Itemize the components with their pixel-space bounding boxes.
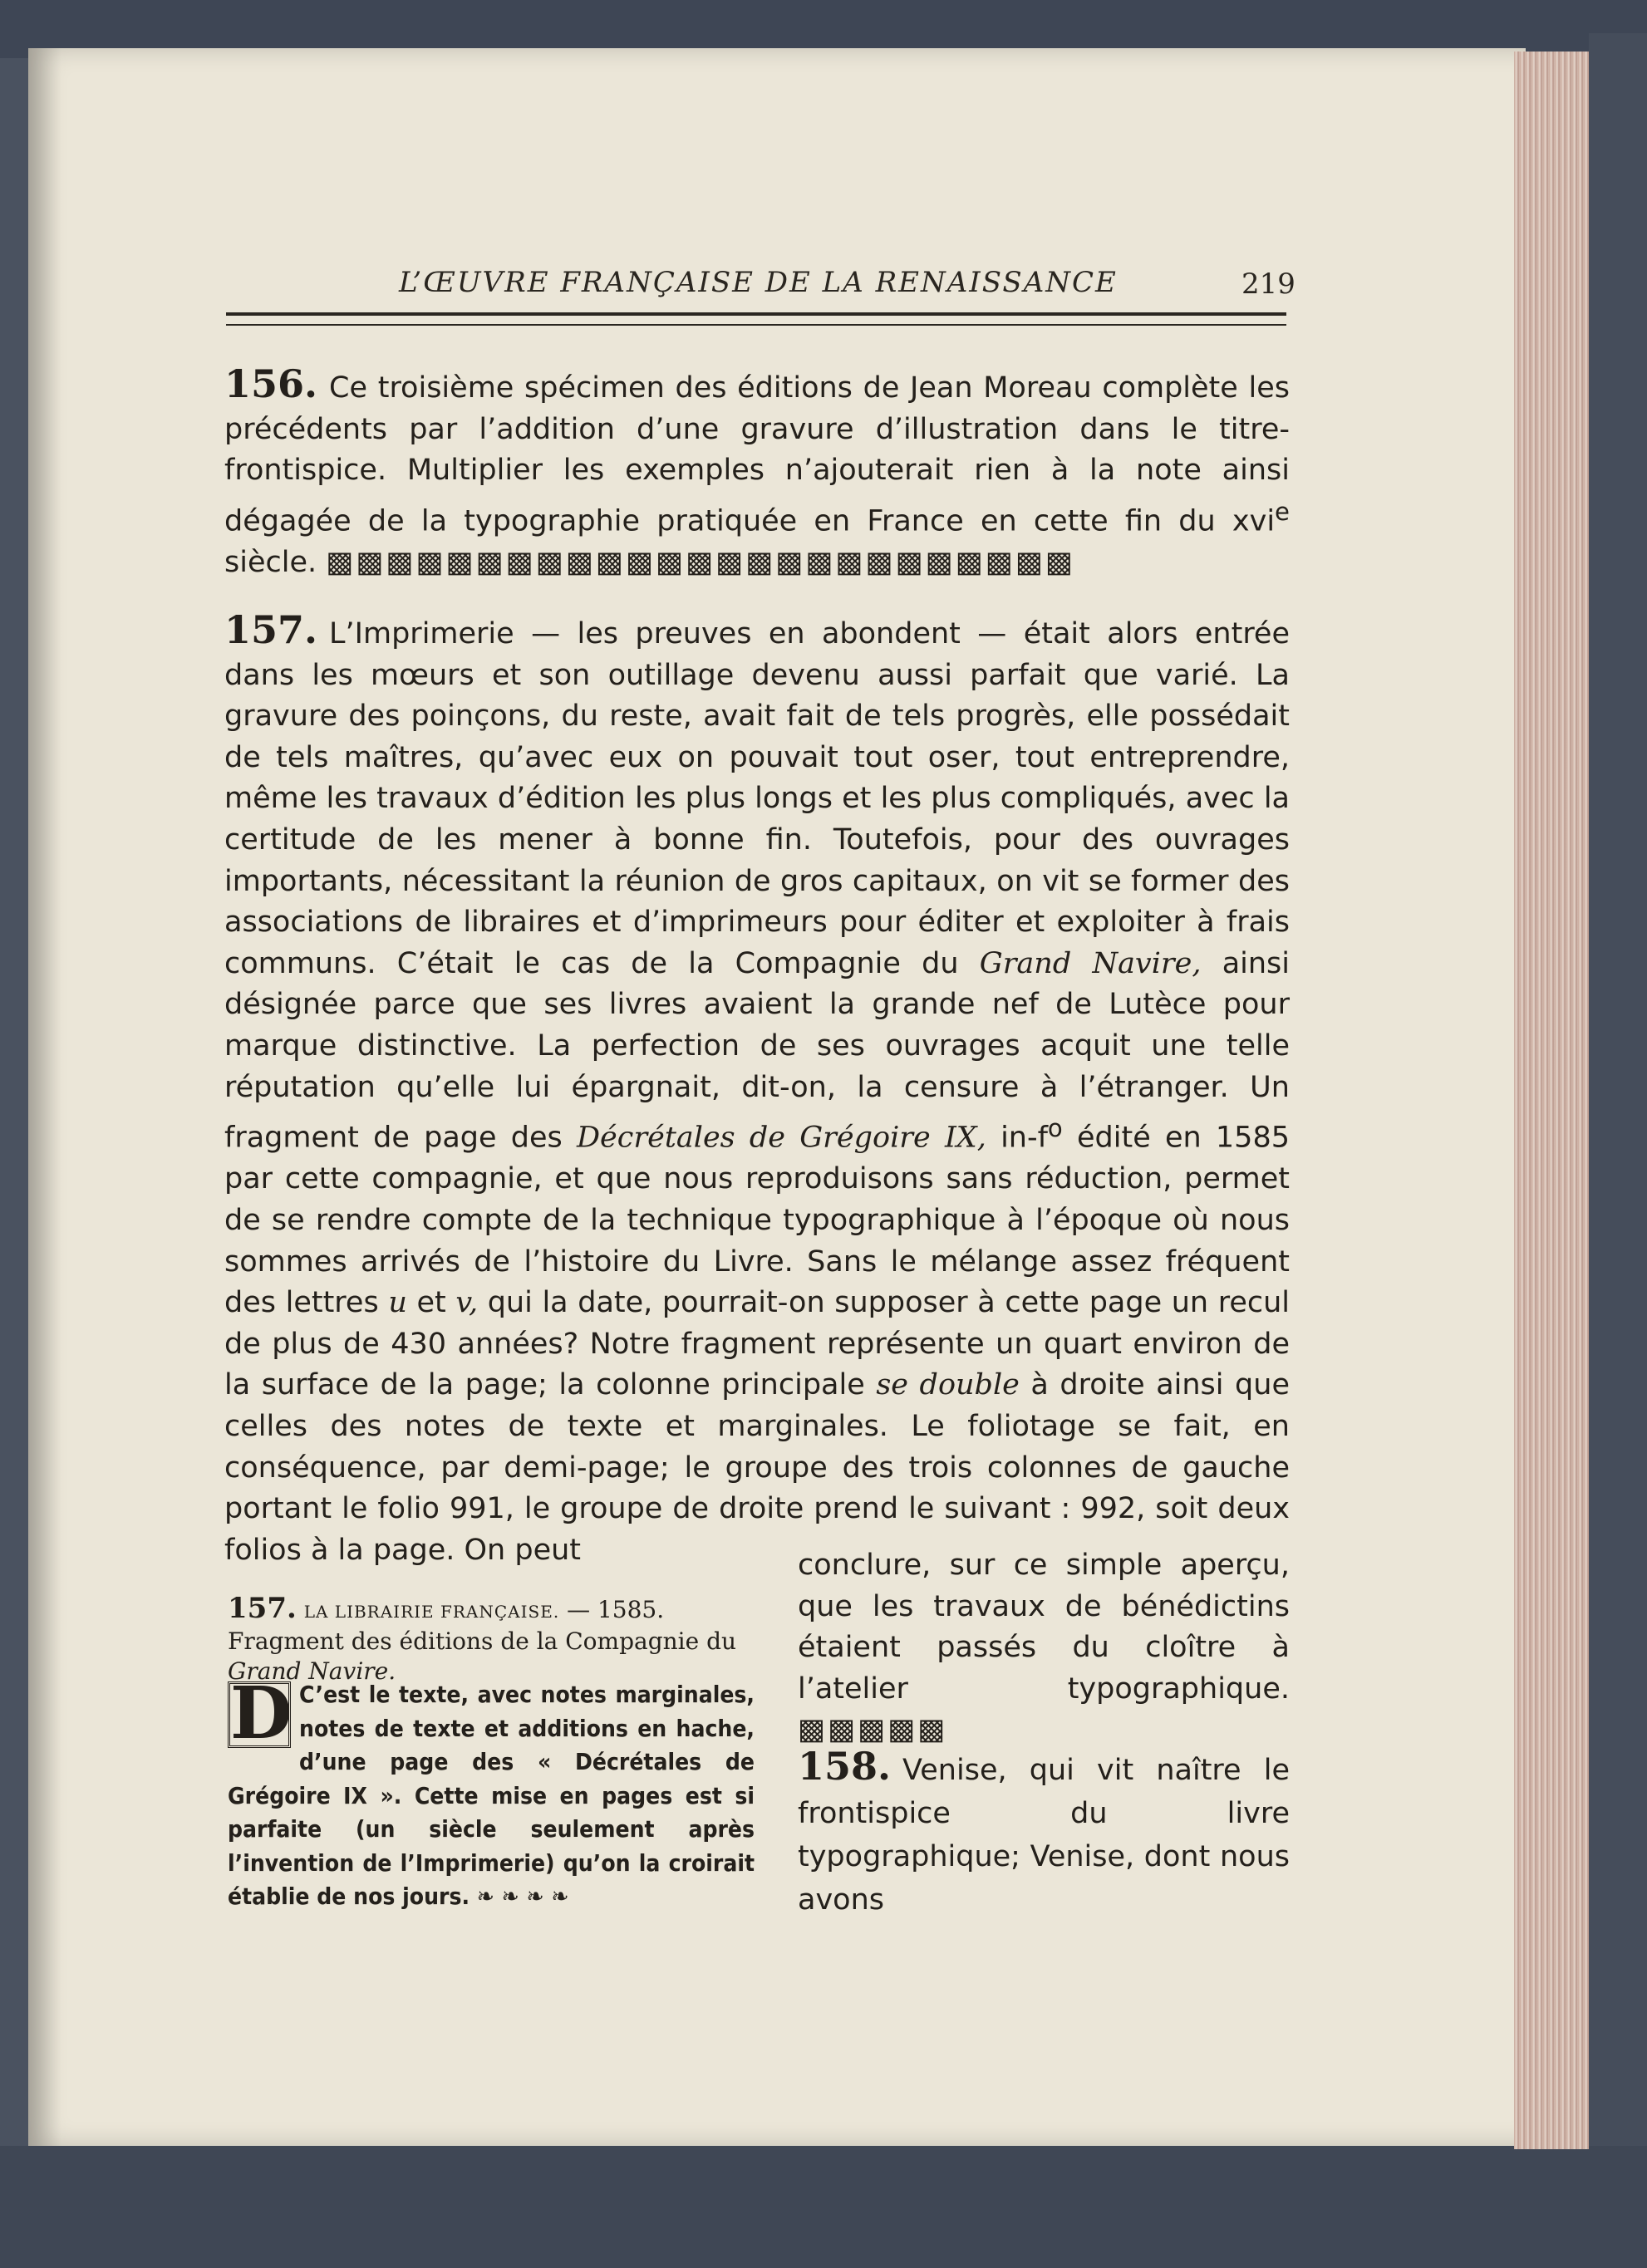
header-rule-thin: [226, 324, 1286, 326]
paragraph-157-continuation: [798, 1545, 1290, 1751]
paragraph-number: 157.: [224, 607, 318, 652]
paragraph-156: [224, 361, 1290, 584]
caption-number: 157.: [228, 1592, 297, 1625]
figure-caption: [228, 1593, 755, 1686]
paragraph-text: ainsi désignée parce que ses livres avaient la grande nef de Lutèce pour marque distinctive. La perfection de ses ouvrages acquit une telle réputation qu’elle lui épargnait, dit-on, la censure à l’étranger. Un fragment de page des: [224, 946, 1291, 1155]
italic-phrase: se double: [876, 1368, 1020, 1402]
superscript: o: [1047, 1114, 1063, 1143]
caption-text: — 1585. Fragment des éditions de la Compagnie du: [228, 1596, 737, 1655]
paragraph-text: édité en 1585 par cette compagnie, et que nous reproduisons sans réduction, permet de se rendre compte de la technique typographique à l’époque où nous sommes arrivés de l’histoire du Livre. Sans le mélange assez fréquent des lettres: [224, 1121, 1290, 1320]
paragraph-text: Ce troisième spécimen des éditions de Jean Moreau complète les précédents par l’addition d’une gravure d’illustration dans le titre-frontispice. Multiplier les exemples n’ajouterait rien à la note ainsi dégagée de la typographie pratiquée en France en cette fin du xvi: [224, 371, 1290, 538]
paragraph-157: [224, 607, 1291, 1571]
note-text: C’est le texte, avec notes marginales, notes de texte et additions en hache, d’une page des « Décrétales de Grégoire IX ». Cette mise en pages est si parfaite (un siècle seulement après l’invention de l’Imprimerie) qu’on la croirait établie de nos jours.: [228, 1681, 755, 1910]
paragraph-text: à droite ainsi que celles des notes de texte et marginales. Le foliotage se fait, en conséquence, par demi-page; le groupe des trois colonnes de gauche portant le folio 991, le groupe de droite prend le suivant : 992, soit deux folios à la page. On peut: [224, 1368, 1290, 1567]
paragraph-158: [798, 1745, 1290, 1922]
italic-letter: v,: [455, 1286, 479, 1320]
drop-cap: D: [228, 1681, 291, 1748]
book-cover-right: [1589, 33, 1647, 2160]
paragraph-number: 158.: [798, 1744, 892, 1789]
header-rule-thick: [226, 312, 1286, 316]
book-cover-bottom: [0, 2146, 1647, 2268]
note-ornaments: ❧ ❧ ❧ ❧: [470, 1883, 569, 1910]
gutter-shadow: [28, 48, 61, 2146]
caption-library: LA LIBRAIRIE FRANÇAISE.: [303, 1602, 560, 1622]
paragraph-text: conclure, sur ce simple aperçu, que les travaux de bénédictins étaient passés du cloître à l’atelier typographique.: [798, 1549, 1290, 1706]
italic-letter: u: [388, 1286, 407, 1320]
figure-note: [228, 1672, 755, 1914]
page-number: 219: [1241, 268, 1295, 301]
paragraph-number: 156.: [224, 361, 318, 406]
paragraph-text: et: [406, 1286, 456, 1320]
paragraph-text: L’Imprimerie — les preuves en abondent — était alors entrée dans les mœurs et son outillage devenu aussi parfait que varié. La gravure des poinçons, du reste, avait fait de tels progrès, elle possédait de tels maîtres, qu’avec eux on pouvait tout oser, tout entreprendre, même les travaux d’édition les plus longs et les plus compliqués, avec la certitude de les mener à bonne fin. Toutefois, pour des ouvrages importants, nécessitant la réunion de gros capitaux, on vit se former des associations de libraires et d’imprimeurs pour éditer et exploiter à frais communs. C’était le cas de la Compagnie du: [224, 617, 1290, 980]
caption-italic: Grand Navire.: [228, 1657, 396, 1685]
italic-title: Décrétales de Grégoire IX,: [577, 1121, 986, 1155]
italic-title: Grand Navire,: [979, 946, 1202, 980]
paragraph-text: in-f: [986, 1121, 1048, 1155]
ornament-row: ▩▩▩▩▩: [798, 1713, 948, 1747]
paragraph-text: qui la date, pourrait-on supposer à cette page un recul de plus de 430 années? Notre fragment représente un quart environ de la surface de la page; la colonne principale: [224, 1286, 1291, 1402]
page-block-edges: [1514, 52, 1589, 2149]
running-header: L’ŒUVRE FRANÇAISE DE LA RENAISSANCE: [399, 266, 1118, 299]
paragraph-text: Venise, qui vit naître le frontispice du livre typographique; Venise, dont nous avons: [798, 1754, 1290, 1917]
superscript: e: [1275, 497, 1290, 526]
ornament-row: ▩▩▩▩▩▩▩▩▩▩▩▩▩▩▩▩▩▩▩▩▩▩▩▩▩: [326, 546, 1075, 580]
paragraph-text-end: siècle.: [224, 546, 317, 580]
